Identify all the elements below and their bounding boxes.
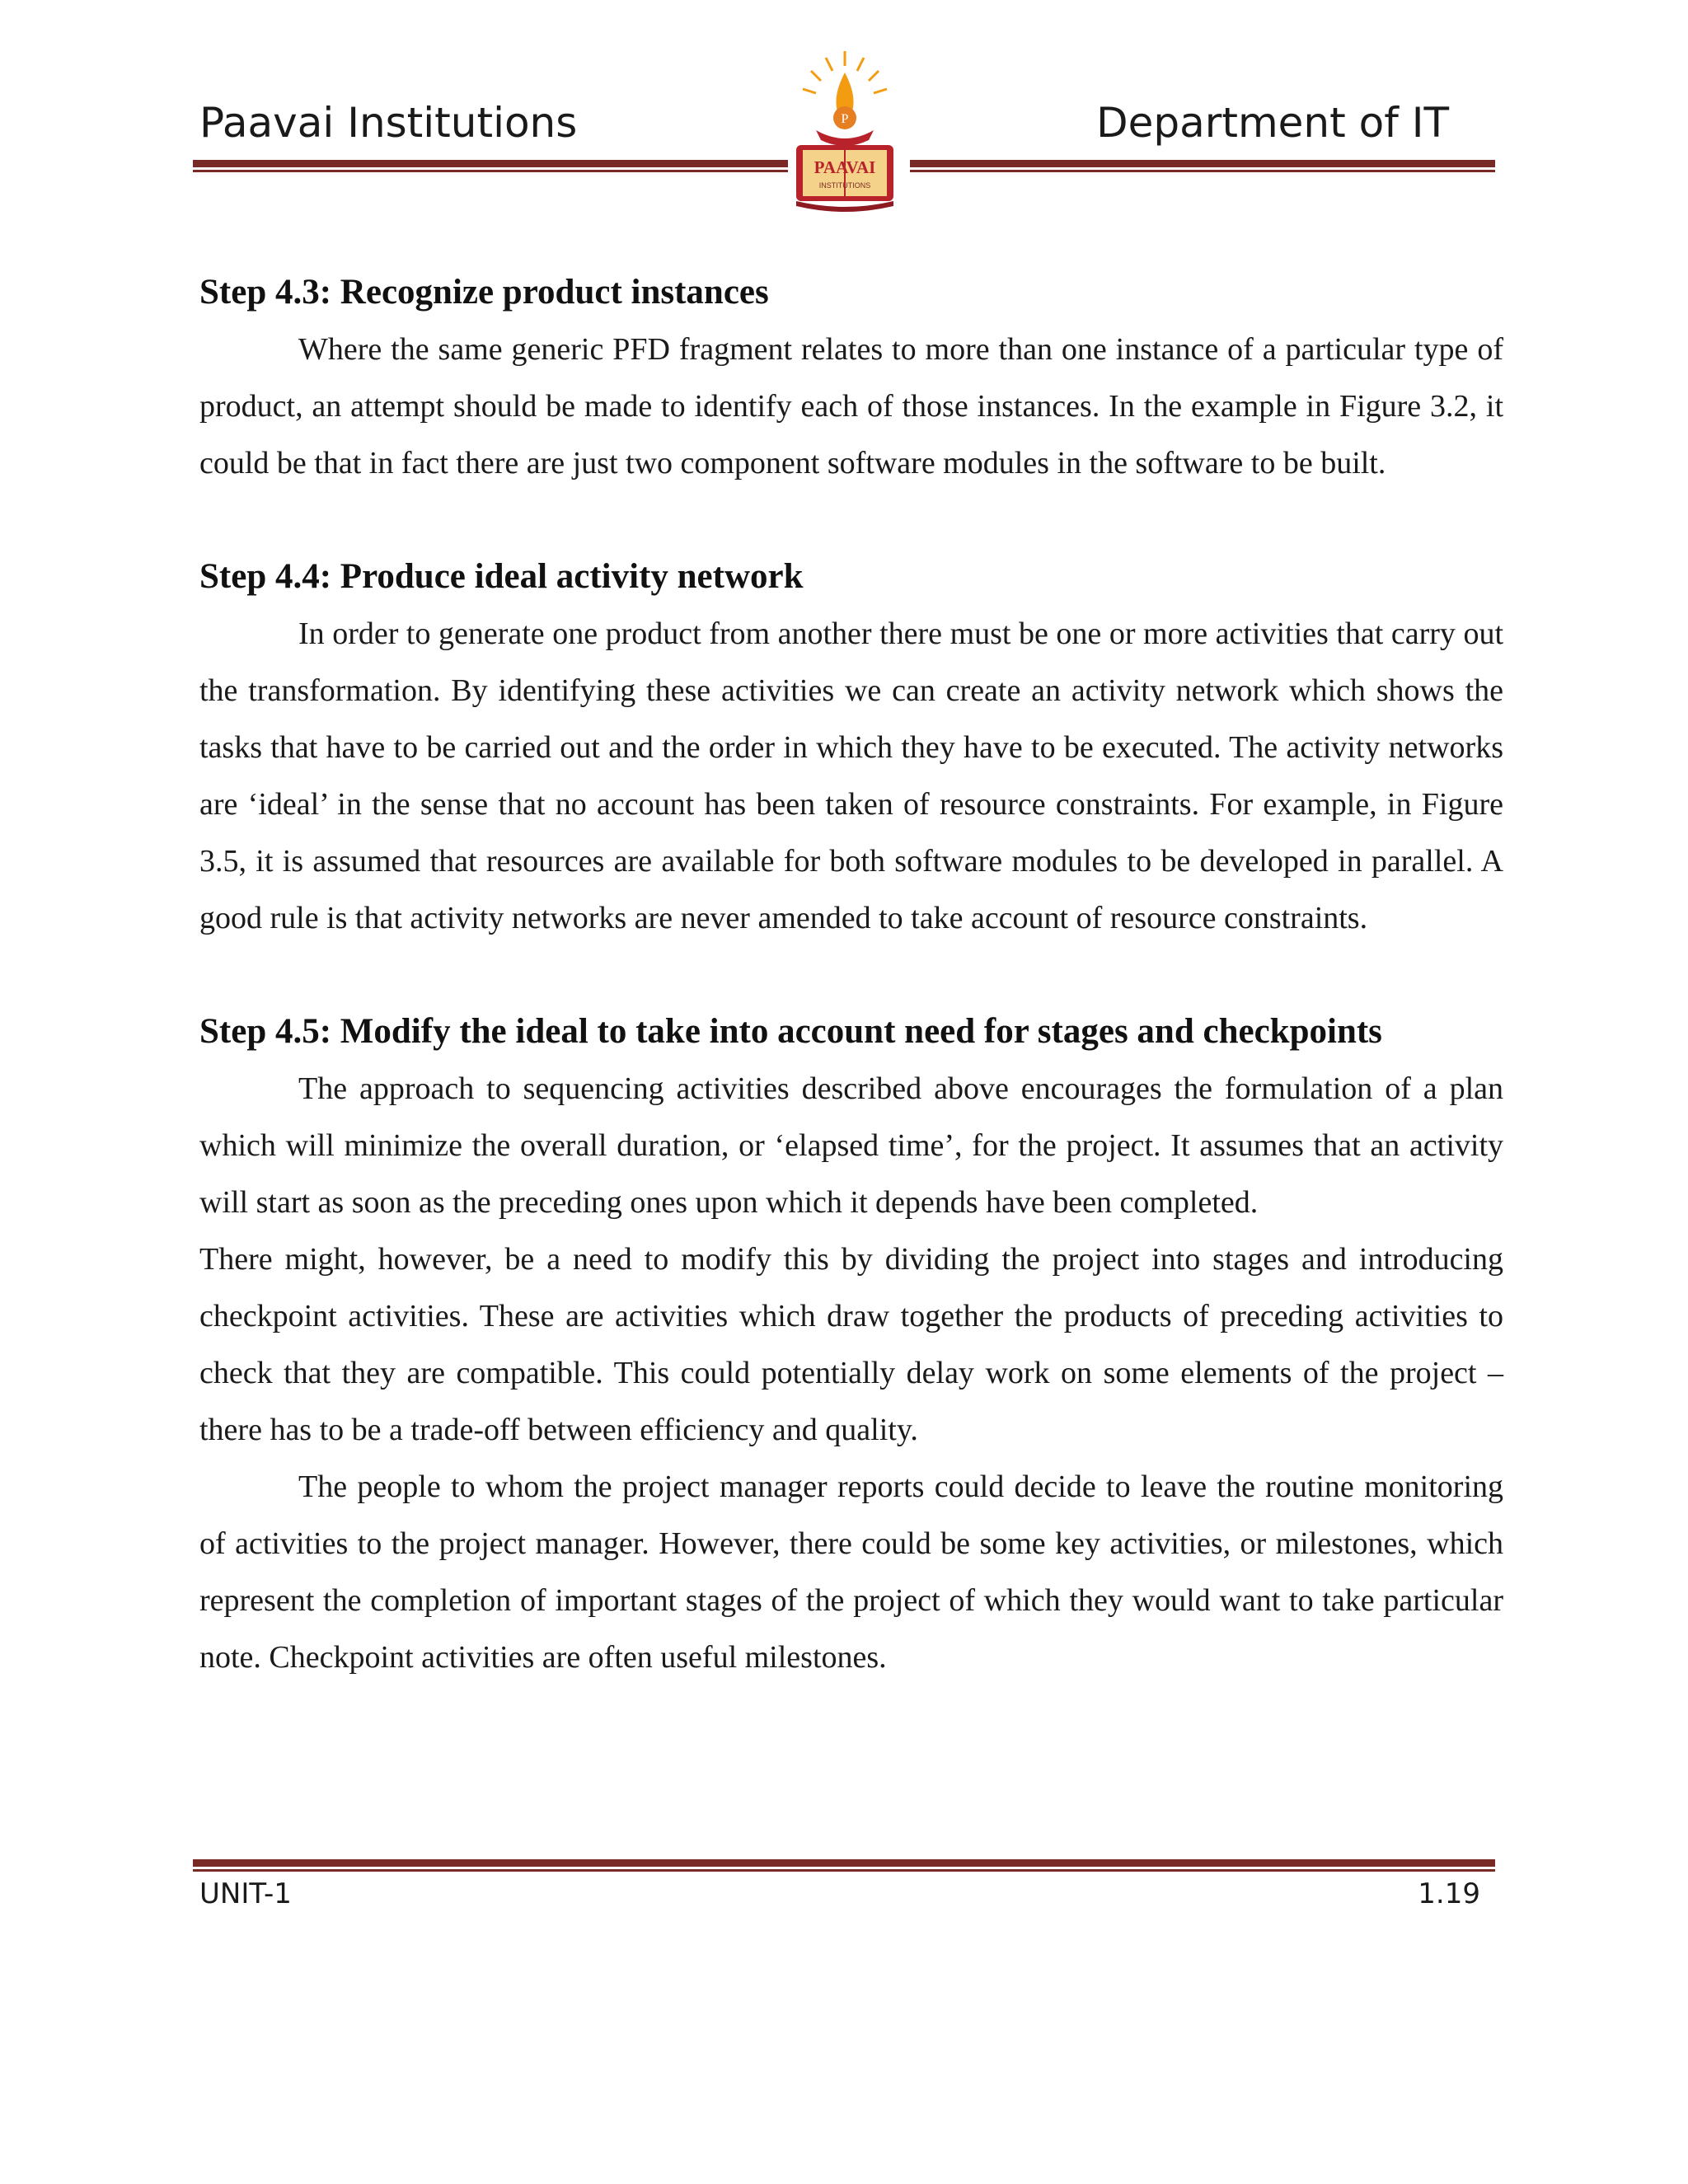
header-rule-right-thin <box>910 170 1495 172</box>
footer-rule-thin <box>193 1869 1495 1872</box>
section-heading: Step 4.4: Produce ideal activity network <box>199 557 804 596</box>
logo-letter: P <box>841 112 849 126</box>
section-step-4-5 <box>199 1003 1503 1686</box>
logo-text: PAAVAI <box>814 157 876 177</box>
section-heading: Step 4.3: Recognize product instances <box>199 273 769 312</box>
section-step-4-4 <box>199 548 1503 947</box>
header-rule-right <box>910 160 1495 167</box>
lamp-bowl <box>816 130 874 146</box>
footer-rule <box>193 1859 1495 1867</box>
header-institution: Paavai Institutions <box>199 99 578 147</box>
header-rule-left-thin <box>193 170 788 172</box>
paragraph: Where the same generic PFD fragment relates to more than one instance of a particular type of product, an attempt should be made to identify each of those instances. In the example in Figure 3.2, it could be that in fact there are just two component software modules in the software to be built. <box>199 332 1503 480</box>
header-rule-left <box>193 160 788 167</box>
section-step-4-3 <box>199 264 1503 492</box>
header-department: Department of IT <box>1096 99 1449 147</box>
page-number: 1.19 <box>1418 1877 1480 1910</box>
footer-unit: UNIT-1 <box>199 1877 292 1910</box>
paavai-logo <box>783 48 907 219</box>
document-body <box>199 264 1503 1742</box>
paragraph: The approach to sequencing activities described above encourages the formulation of a plan which will minimize the overall duration, or ‘elapsed time’, for the project. It assumes that an activity will start as soon as the preceding ones upon which it depends have been completed. <box>199 1071 1503 1220</box>
section-heading: Step 4.5: Modify the ideal to take into account need for stages and checkpoints <box>199 1012 1382 1051</box>
paragraph: The people to whom the project manager reports could decide to leave the routine monitoring of activities to the project manager. However, there could be some key activities, or milestones, which represent the completion of important stages of the project of which they would want to take particular note. Checkpoint activities are often useful milestones. <box>199 1469 1503 1675</box>
logo-subtext: INSTITUTIONS <box>818 181 871 190</box>
paragraph: There might, however, be a need to modify this by dividing the project into stages and introducing checkpoint activities. These are activities which draw together the products of preceding activities to check that they are compatible. This could potentially delay work on some elements of the project – there has to be a trade-off between efficiency and quality. <box>199 1242 1503 1447</box>
paragraph: In order to generate one product from another there must be one or more activities that carry out the transformation. By identifying these activities we can create an activity network which shows the tasks that have to be carried out and the order in which they have to be executed. The activity networks are ‘ideal’ in the sense that no account has been taken of resource constraints. For example, in Figure 3.5, it is assumed that resources are available for both software modules to be developed in parallel. A good rule is that activity networks are never amended to take account of resource constraints. <box>199 616 1503 935</box>
